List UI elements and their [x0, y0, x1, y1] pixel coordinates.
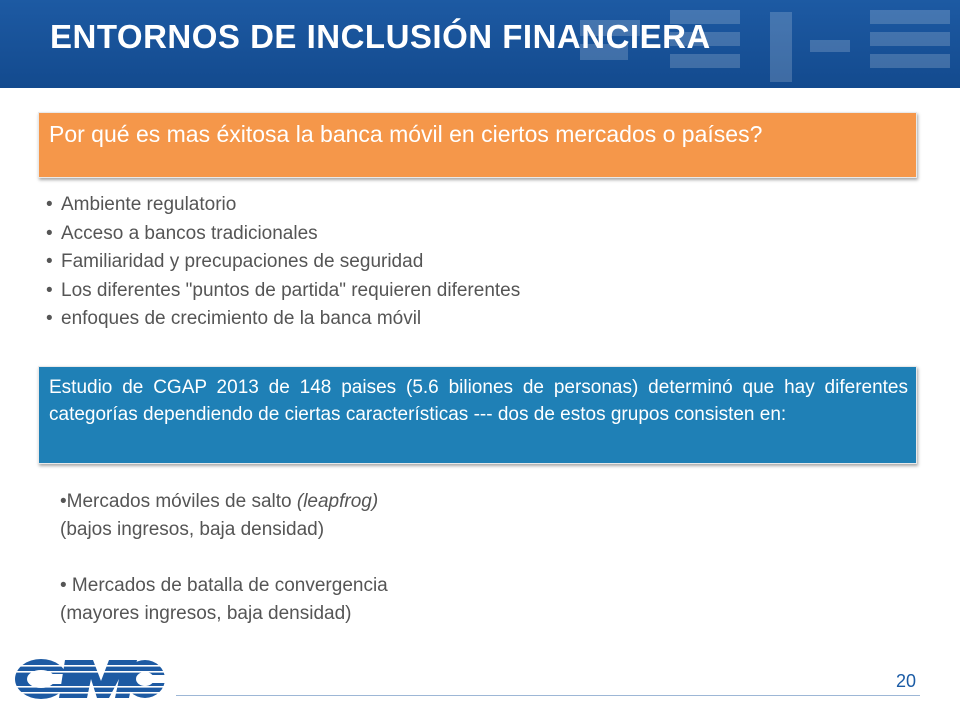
gmg-logo-icon [13, 657, 165, 701]
study-box [38, 366, 917, 464]
question-text: Por qué es mas éxitosa la banca móvil en ciertos mercados o países? [49, 121, 763, 147]
market-leapfrog-label: •Mercados móviles de salto [60, 491, 297, 512]
markets-list [60, 488, 388, 628]
list-item: • Ambiente regulatorio [46, 191, 520, 220]
market-convergence-title: • Mercados de batalla de convergencia [60, 575, 388, 596]
market-convergence-detail: (mayores ingresos, baja densidad) [60, 603, 352, 624]
question-box [38, 112, 917, 178]
page-number: 20 [896, 671, 917, 691]
bullet-list [46, 191, 520, 334]
spacer [60, 544, 388, 572]
slide-header [0, 0, 960, 88]
market-leapfrog-title [60, 488, 388, 516]
market-leapfrog-italic: (leapfrog) [296, 491, 379, 512]
market-leapfrog-detail: (bajos ingresos, baja densidad) [60, 519, 325, 540]
list-item: • Los diferentes "puntos de partida" requieren diferentes [46, 277, 520, 306]
list-item-continuation: • enfoques de crecimiento de la banca móvil [46, 305, 520, 334]
page-title: ENTORNOS DE INCLUSIÓN FINANCIERA [50, 18, 711, 55]
study-text: Estudio de CGAP 2013 de 148 paises (5.6 biliones de personas) determinó que hay diferentes categorías dependiendo de ciertas características --- dos de estos grupos consisten en: [49, 377, 908, 425]
list-item: • Acceso a bancos tradicionales [46, 220, 520, 249]
footer-divider [176, 695, 920, 696]
list-item: • Familiaridad y precupaciones de seguridad [46, 248, 520, 277]
